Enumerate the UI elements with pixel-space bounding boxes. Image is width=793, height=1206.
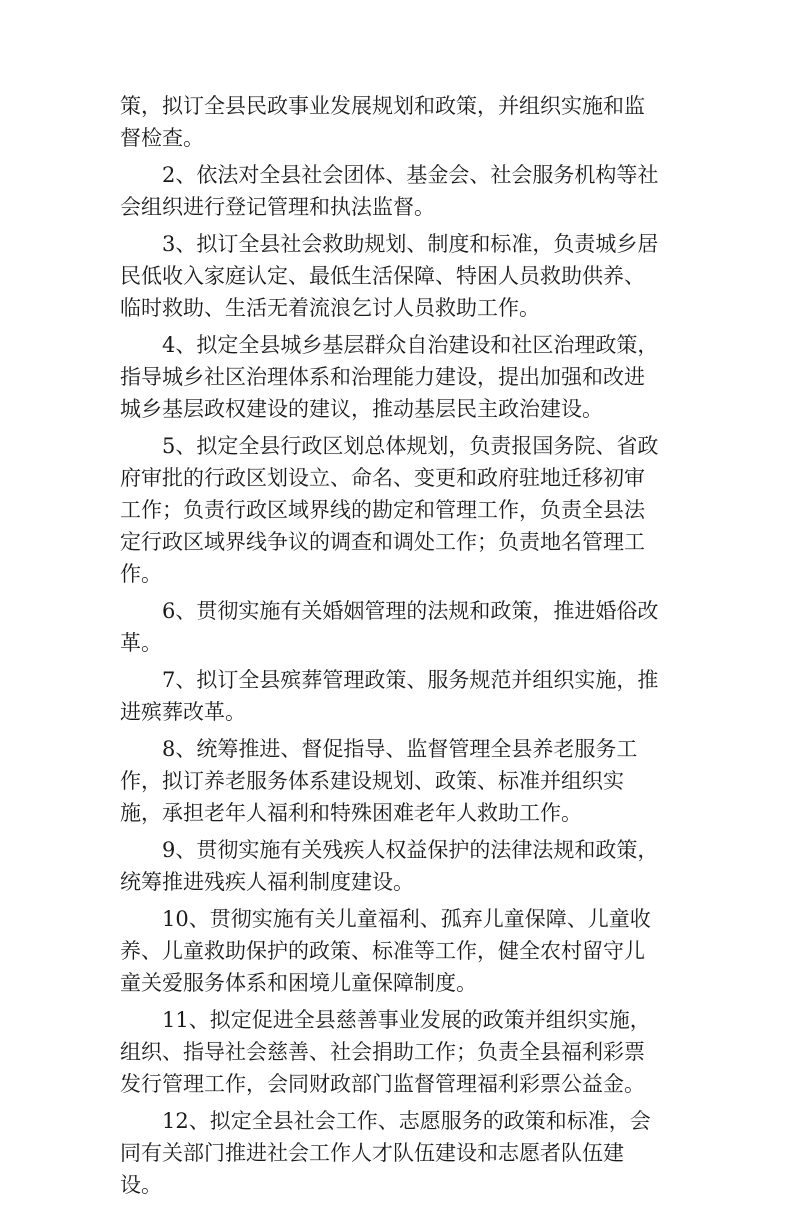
- text-line: 7、拟订全县殡葬管理政策、服务规范并组织实施，推: [162, 668, 659, 692]
- text-line: 5、拟定全县行政区划总体规划，负责报国务院、省政: [162, 434, 659, 458]
- text-line: 10、贯彻实施有关儿童福利、孤弃儿童保障、儿童收: [162, 907, 651, 931]
- paragraph-3: [120, 228, 680, 324]
- paragraph-11: [120, 1004, 680, 1100]
- paragraph-10: [120, 903, 680, 999]
- text-line: 发行管理工作，会同财政部门监督管理福利彩票公益金。: [120, 1072, 645, 1096]
- text-line: 民低收入家庭认定、最低生活保障、特困人员救助供养、: [120, 264, 645, 288]
- text-line: 定行政区域界线争议的调查和调处工作；负责地名管理工: [120, 530, 645, 554]
- text-line: 3、拟订全县社会救助规划、制度和标准，负责城乡居: [162, 232, 659, 256]
- text-line: 革。: [120, 631, 162, 655]
- text-line: 4、拟定全县城乡基层群众自治建设和社区治理政策，: [162, 333, 659, 357]
- text-line: 府审批的行政区划设立、命名、变更和政府驻地迁移初审: [120, 466, 645, 490]
- text-line: 设。: [120, 1173, 162, 1197]
- text-line: 组织、指导社会慈善、社会捐助工作；负责全县福利彩票: [120, 1040, 645, 1064]
- text-line: 12、拟定全县社会工作、志愿服务的政策和标准，会: [162, 1109, 651, 1133]
- text-line: 9、贯彻实施有关残疾人权益保护的法律法规和政策，: [162, 838, 659, 862]
- paragraph-7: [120, 664, 680, 728]
- text-line: 指导城乡社区治理体系和治理能力建设，提出加强和改进: [120, 365, 645, 389]
- text-line: 督检查。: [120, 126, 204, 150]
- text-line: 会组织进行登记管理和执法监督。: [120, 195, 435, 219]
- text-line: 童关爱服务体系和困境儿童保障制度。: [120, 971, 477, 995]
- text-line: 作。: [120, 562, 162, 586]
- text-line: 施，承担老年人福利和特殊困难老年人救助工作。: [120, 801, 582, 825]
- paragraph-1: [120, 90, 680, 154]
- paragraph-5: [120, 430, 680, 590]
- paragraph-2: [120, 159, 680, 223]
- text-line: 策，拟订全县民政事业发展规划和政策，并组织实施和监: [120, 94, 645, 118]
- text-line: 城乡基层政权建设的建议，推动基层民主政治建设。: [120, 397, 603, 421]
- document-body: [120, 90, 680, 1206]
- text-line: 11、拟定促进全县慈善事业发展的政策并组织实施，: [162, 1008, 651, 1032]
- paragraph-9: [120, 834, 680, 898]
- text-line: 6、贯彻实施有关婚姻管理的法规和政策，推进婚俗改: [162, 599, 659, 623]
- paragraph-4: [120, 329, 680, 425]
- text-line: 同有关部门推进社会工作人才队伍建设和志愿者队伍建: [120, 1141, 624, 1165]
- paragraph-12: [120, 1105, 680, 1201]
- text-line: 8、统筹推进、督促指导、监督管理全县养老服务工: [162, 737, 638, 761]
- text-line: 作，拟订养老服务体系建设规划、政策、标准并组织实: [120, 769, 624, 793]
- text-line: 统筹推进残疾人福利制度建设。: [120, 870, 414, 894]
- paragraph-6: [120, 595, 680, 659]
- text-line: 临时救助、生活无着流浪乞讨人员救助工作。: [120, 296, 540, 320]
- text-line: 工作；负责行政区域界线的勘定和管理工作，负责全县法: [120, 498, 645, 522]
- paragraph-8: [120, 733, 680, 829]
- text-line: 进殡葬改革。: [120, 700, 246, 724]
- text-line: 养、儿童救助保护的政策、标准等工作，健全农村留守儿: [120, 939, 645, 963]
- text-line: 2、依法对全县社会团体、基金会、社会服务机构等社: [162, 163, 659, 187]
